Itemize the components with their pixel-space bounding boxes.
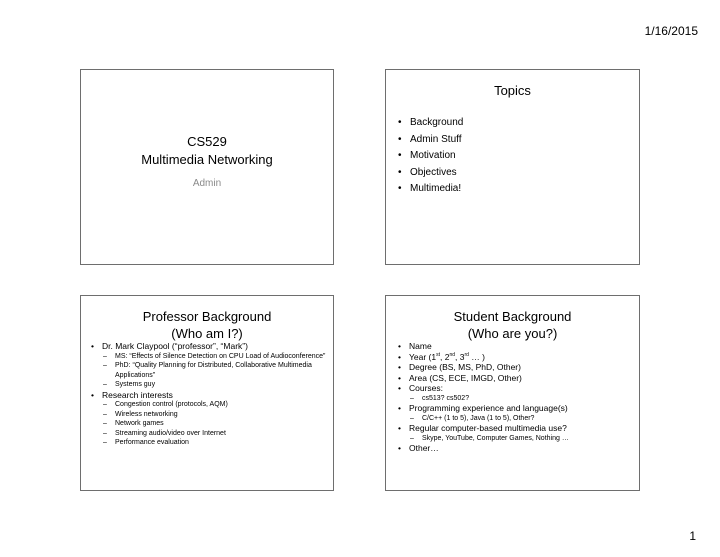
year-text: … ) <box>468 351 485 362</box>
list-item: • Area (CS, ECE, IMGD, Other) <box>398 373 634 384</box>
sub-list-item: – Congestion control (protocols, AQM) <box>91 400 327 410</box>
list-item: • Dr. Mark Claypool (“professor”, “Mark”) <box>91 341 327 352</box>
title-line-sub: (Who are you?) <box>467 326 558 341</box>
sub-list-item: – Skype, YouTube, Computer Games, Nothing … <box>398 434 634 444</box>
sub-list-item: – Performance evaluation <box>91 438 327 448</box>
title-line-name: Multimedia Networking <box>141 152 273 167</box>
sub-list-item: – Network games <box>91 419 327 429</box>
title-line-sub: (Who am I?) <box>171 326 243 341</box>
year-text: Year (1 <box>409 351 437 362</box>
title-line-main: Student Background <box>453 309 572 324</box>
sub-list-item: – PhD: “Quality Planning for Distributed, Collaborative Multimedia Applications” <box>91 361 327 380</box>
list-item: • Degree (BS, MS, PhD, Other) <box>398 362 634 373</box>
year-text: , 2 <box>439 351 450 362</box>
slide-subtitle: Admin <box>192 178 222 189</box>
list-item: • Multimedia! <box>398 181 463 198</box>
list-item-year <box>398 352 634 363</box>
list-item: • Objectives <box>398 165 463 182</box>
list-item: • Regular computer-based multimedia use? <box>398 423 634 434</box>
list-item: • Courses: <box>398 383 634 394</box>
professor-list <box>91 341 327 448</box>
list-item: • Background <box>398 115 463 132</box>
list-item: • Admin Stuff <box>398 132 463 149</box>
ordinal-suffix: nd <box>449 351 455 358</box>
student-list <box>398 341 634 454</box>
sub-list-item: – cs513? cs502? <box>398 394 634 404</box>
sub-list-item: – C/C++ (1 to 5), Java (1 to 5), Other? <box>398 414 634 424</box>
ordinal-suffix: rd <box>464 351 469 358</box>
title-line-course: CS529 <box>187 134 227 149</box>
sub-list-item: – Systems guy <box>91 380 327 390</box>
slide-thumbnail-4 <box>385 295 640 491</box>
topics-list <box>398 115 463 198</box>
slide-title <box>81 308 333 342</box>
slide-thumbnail-2 <box>385 69 640 265</box>
sub-list-item: – MS: “Effects of Silence Detection on CPU Load of Audioconference” <box>91 352 327 362</box>
list-item: • Other… <box>398 443 634 454</box>
sub-list-item: – Wireless networking <box>91 410 327 420</box>
slide-title <box>386 308 639 342</box>
page-number: 1 <box>689 529 696 543</box>
year-text: , 3 <box>455 351 465 362</box>
ordinal-suffix: st <box>436 351 440 358</box>
slide-title <box>81 133 333 169</box>
sub-list-item: – Streaming audio/video over Internet <box>91 429 327 439</box>
list-item: • Research interests <box>91 390 327 401</box>
header-date: 1/16/2015 <box>644 24 698 38</box>
title-line-main: Professor Background <box>142 309 272 324</box>
list-item: • Motivation <box>398 148 463 165</box>
slide-title: Topics <box>494 83 531 98</box>
slide-thumbnail-3 <box>80 295 334 491</box>
slide-thumbnail-1 <box>80 69 334 265</box>
list-item: • Programming experience and language(s) <box>398 403 634 414</box>
list-item: • Name <box>398 341 634 352</box>
